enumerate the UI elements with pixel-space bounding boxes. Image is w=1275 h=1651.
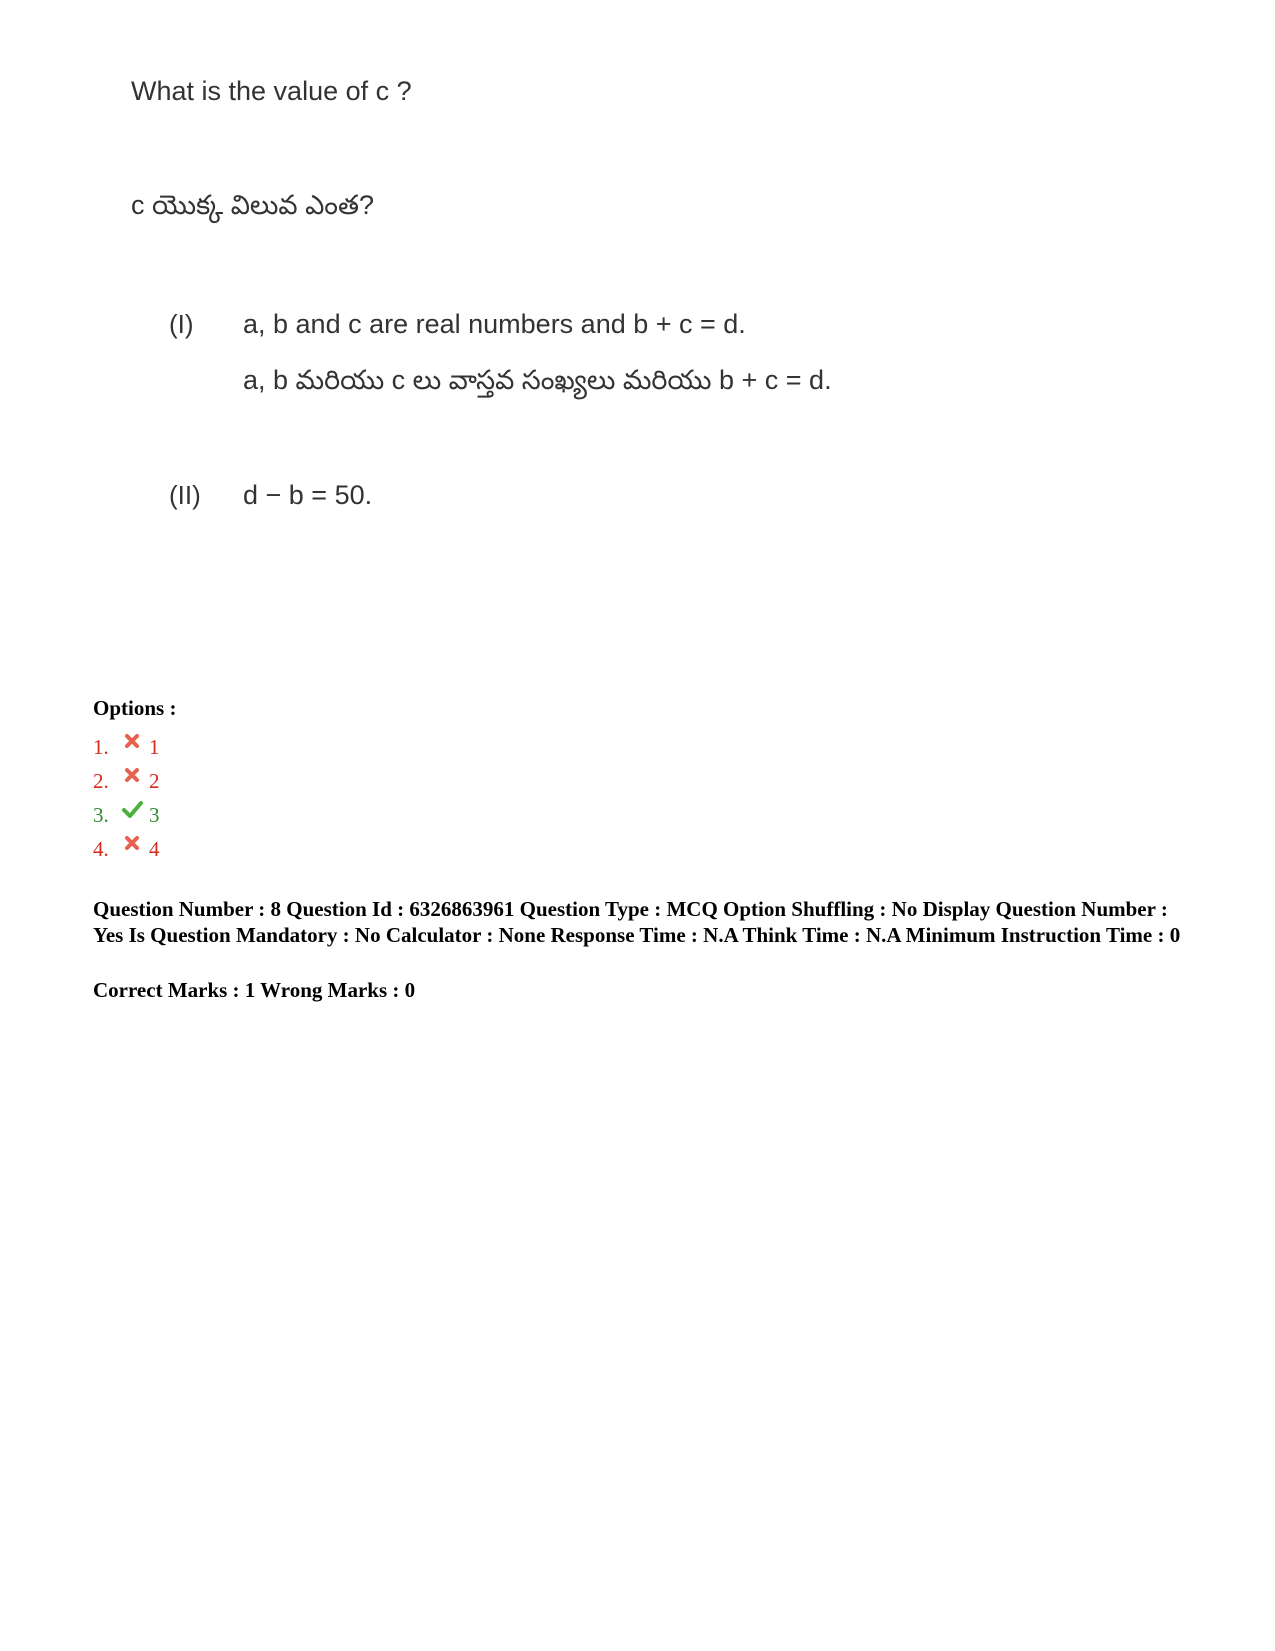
statement-1-english: a, b and c are real numbers and b + c = d. xyxy=(243,309,746,339)
statement-2-english: d − b = 50. xyxy=(243,480,373,510)
option-1[interactable] xyxy=(93,730,160,764)
option-number: 1. xyxy=(93,734,109,759)
question-telugu: c యొక్క విలువ ఎంత? xyxy=(131,190,374,220)
marks-info: Correct Marks : 1 Wrong Marks : 0 xyxy=(93,978,416,1002)
option-number: 2. xyxy=(93,768,109,793)
option-value: 2 xyxy=(149,768,160,793)
statement-2-number: (II) xyxy=(169,480,201,510)
options-list xyxy=(93,730,160,866)
cross-icon xyxy=(121,730,143,752)
option-2[interactable] xyxy=(93,764,160,798)
option-number: 4. xyxy=(93,836,109,861)
check-icon xyxy=(121,798,143,820)
option-4[interactable] xyxy=(93,832,160,866)
option-number: 3. xyxy=(93,802,109,827)
cross-icon xyxy=(121,832,143,854)
option-3[interactable] xyxy=(93,798,160,832)
question-metadata: Question Number : 8 Question Id : 6326863961 Question Type : MCQ Option Shuffling : No Display Question Number : Yes Is Question Mandatory : No Calculator : None Response Time : N.A Think Time : N.A Minimum Instruction Time : 0 xyxy=(93,897,1181,947)
option-value: 3 xyxy=(149,802,160,827)
option-value: 4 xyxy=(149,836,160,861)
cross-icon xyxy=(121,764,143,786)
question-english: What is the value of c ? xyxy=(131,76,412,106)
option-value: 1 xyxy=(149,734,160,759)
statement-1-telugu: a, b మరియు c లు వాస్తవ సంఖ్యలు మరియు b + c = d. xyxy=(243,365,832,395)
statement-1-number: (I) xyxy=(169,309,194,339)
options-heading: Options : xyxy=(93,696,177,720)
